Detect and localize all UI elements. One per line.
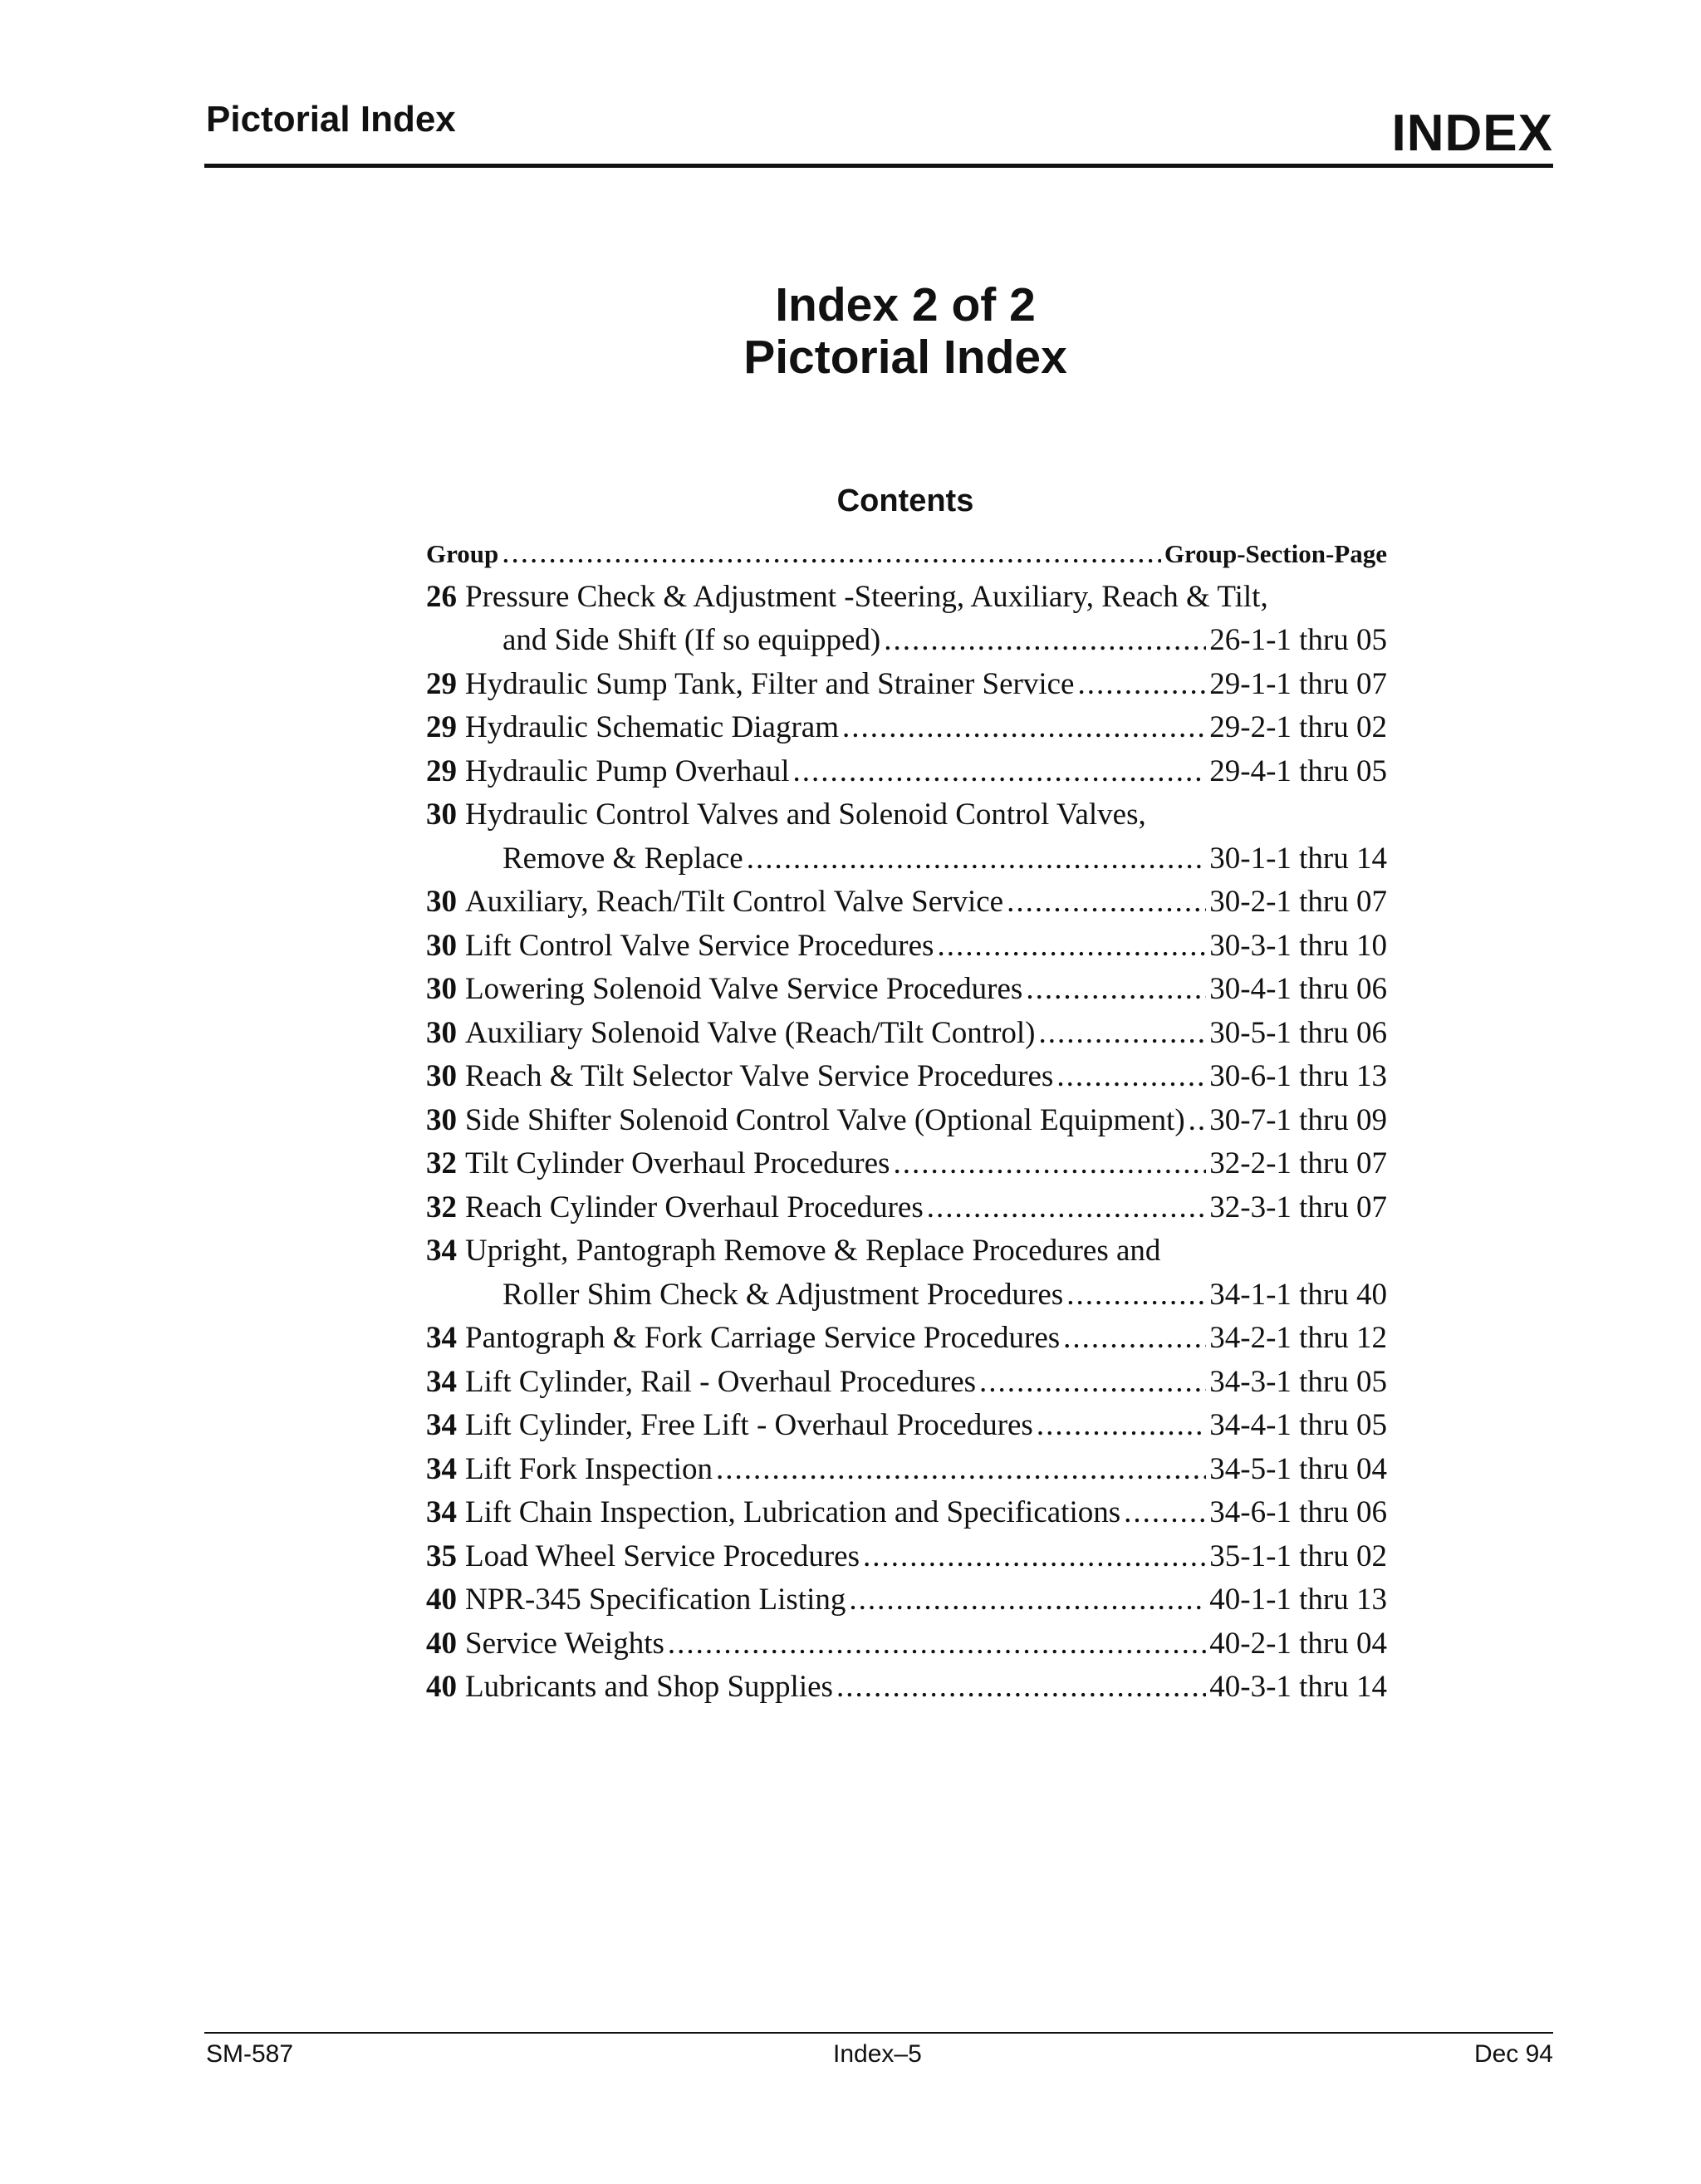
toc-entry-title: Upright, Pantograph Remove & Replace Procedures and [465,1234,1161,1268]
footer-doc-number: SM-587 [206,2040,294,2068]
toc-entry [426,1099,1387,1143]
toc-entry-title: Reach Cylinder Overhaul Procedures [465,1190,924,1225]
dot-leader [1026,968,1206,1012]
toc-entry-title: Hydraulic Control Valves and Solenoid Control Valves, [465,798,1146,832]
toc-page-range: 30-6-1 thru 13 [1209,1059,1387,1093]
toc-group-number: 29 [426,753,457,788]
toc-page-range: 34-6-1 thru 06 [1209,1495,1387,1529]
toc-group-number: 34 [426,1495,457,1529]
toc-entry [426,1229,1387,1274]
toc-page-range: 40-3-1 thru 14 [1209,1670,1387,1704]
dot-leader [937,925,1206,969]
toc-entry [426,706,1387,750]
toc-entry-title: Pantograph & Fork Carriage Service Procedures [465,1321,1061,1355]
toc-entry [426,750,1387,794]
toc-entry-title: Lift Cylinder, Rail - Overhaul Procedures [465,1364,977,1399]
dot-leader [668,1622,1206,1666]
toc-entry [426,1448,1387,1492]
toc-group-number: 30 [426,928,457,963]
toc-entry-title: Pressure Check & Adjustment -Steering, Auxiliary, Reach & Tilt, [465,579,1268,614]
toc-entry-title-continued: and Side Shift (If so equipped) [502,623,881,657]
toc-entry-title: Lift Control Valve Service Procedures [465,928,934,963]
toc-group-number: 34 [426,1408,457,1442]
toc-page-range: 40-2-1 thru 04 [1209,1626,1387,1661]
dot-leader [1007,881,1206,925]
toc-page-range: 34-2-1 thru 12 [1209,1321,1387,1355]
toc-page-range: 30-3-1 thru 10 [1209,928,1387,963]
footer-date: Dec 94 [1473,2040,1553,2068]
header-index-tab: INDEX [1391,105,1553,162]
toc-entry [426,1186,1387,1230]
dot-leader [842,706,1206,750]
toc-entry-continuation [426,1274,1387,1318]
contents-heading: Contents [836,483,974,518]
dot-leader [747,837,1207,881]
dot-leader [1056,1055,1206,1099]
page-title [0,279,1701,383]
toc-entry-title-continued: Remove & Replace [502,841,743,876]
dot-leader [979,1361,1206,1405]
toc-page-range: 34-4-1 thru 05 [1209,1408,1387,1442]
contents-list [426,532,1387,1710]
toc-group-number: 32 [426,1146,457,1180]
toc-group-number: 34 [426,1234,457,1268]
toc-entry [426,925,1387,969]
toc-entry [426,1578,1387,1622]
toc-entry-title: Lift Fork Inspection [465,1451,713,1486]
toc-page-range: 30-5-1 thru 06 [1209,1015,1387,1050]
toc-entry [426,1317,1387,1361]
toc-entry-title: Auxiliary, Reach/Tilt Control Valve Service [465,885,1004,919]
toc-entry [426,1142,1387,1186]
toc-entry-title: Lubricants and Shop Supplies [465,1670,833,1704]
toc-entry [426,1491,1387,1535]
toc-page-range: 40-1-1 thru 13 [1209,1583,1387,1617]
toc-entry-title: NPR-345 Specification Listing [465,1583,846,1617]
dot-leader [1077,663,1206,707]
toc-page-range: 29-2-1 thru 02 [1209,710,1387,744]
toc-group-number: 40 [426,1626,457,1661]
toc-group-number: 35 [426,1539,457,1573]
toc-group-number: 40 [426,1583,457,1617]
toc-entry [426,1666,1387,1710]
column-header-page: Group-Section-Page [1164,539,1387,568]
toc-group-number: 34 [426,1321,457,1355]
toc-page-range: 30-1-1 thru 14 [1209,841,1387,876]
dot-leader [1039,1012,1207,1056]
dot-leader [927,1186,1207,1230]
toc-page-range: 34-5-1 thru 04 [1209,1451,1387,1486]
toc-entry-title: Side Shifter Solenoid Control Valve (Optional Equipment) [465,1102,1185,1137]
toc-page-range: 29-1-1 thru 07 [1209,666,1387,701]
toc-entry [426,1055,1387,1099]
dot-leader [863,1535,1206,1579]
toc-entry-title-continued: Roller Shim Check & Adjustment Procedures [502,1277,1064,1312]
toc-entry-continuation [426,619,1387,663]
toc-page-range: 30-4-1 thru 06 [1209,972,1387,1006]
dot-leader [1063,1317,1206,1361]
toc-group-number: 40 [426,1670,457,1704]
toc-entry [426,576,1387,620]
dot-leader [1066,1274,1206,1318]
toc-group-number: 34 [426,1364,457,1399]
toc-page-range: 30-2-1 thru 07 [1209,885,1387,919]
toc-page-range: 34-1-1 thru 40 [1209,1277,1387,1312]
toc-entry-title: Reach & Tilt Selector Valve Service Procedures [465,1059,1054,1093]
toc-entry-title: Lift Chain Inspection, Lubrication and Specifications [465,1495,1121,1529]
toc-entry-title: Lift Cylinder, Free Lift - Overhaul Procedures [465,1408,1033,1442]
toc-entry-title: Hydraulic Schematic Diagram [465,710,839,744]
toc-entry-title: Hydraulic Sump Tank, Filter and Strainer Service [465,666,1075,701]
toc-entry-title: Service Weights [465,1626,664,1661]
toc-page-range: 30-7-1 thru 09 [1209,1102,1387,1137]
toc-entry-continuation [426,837,1387,881]
toc-group-number: 30 [426,1015,457,1050]
toc-entry-title: Tilt Cylinder Overhaul Procedures [465,1146,890,1180]
page-title-line-1: Index 2 of 2 [775,278,1036,331]
dot-leader [836,1666,1206,1710]
toc-group-number: 32 [426,1190,457,1225]
toc-entry [426,881,1387,925]
toc-entry [426,1361,1387,1405]
footer-rule [204,2032,1553,2034]
dot-leader [1124,1491,1206,1535]
contents-column-header [426,532,1387,576]
toc-entry-title: Load Wheel Service Procedures [465,1539,860,1573]
toc-entry-title: Auxiliary Solenoid Valve (Reach/Tilt Control) [465,1015,1036,1050]
dot-leader [884,619,1206,663]
toc-entry [426,1404,1387,1448]
toc-page-range: 26-1-1 thru 05 [1209,623,1387,657]
toc-group-number: 29 [426,710,457,744]
toc-page-range: 34-3-1 thru 05 [1209,1364,1387,1399]
toc-page-range: 32-2-1 thru 07 [1209,1146,1387,1180]
toc-entry-title: Hydraulic Pump Overhaul [465,753,790,788]
toc-page-range: 35-1-1 thru 02 [1209,1539,1387,1573]
toc-page-range: 32-3-1 thru 07 [1209,1190,1387,1225]
toc-entry [426,663,1387,707]
toc-group-number: 30 [426,1102,457,1137]
dot-leader [792,750,1206,794]
header-section-title: Pictorial Index [206,99,456,140]
toc-group-number: 30 [426,885,457,919]
dot-leader [1037,1404,1206,1448]
toc-group-number: 30 [426,798,457,832]
dot-leader [1189,1099,1207,1143]
footer-page-number: Index–5 [833,2040,922,2068]
dot-leader [502,532,1161,576]
toc-entry [426,1622,1387,1666]
toc-group-number: 29 [426,666,457,701]
toc-entry [426,1535,1387,1579]
toc-entry-title: Lowering Solenoid Valve Service Procedures [465,972,1023,1006]
dot-leader [716,1448,1206,1492]
toc-group-number: 30 [426,1059,457,1093]
toc-entry [426,968,1387,1012]
toc-group-number: 34 [426,1451,457,1486]
dot-leader [893,1142,1206,1186]
header-rule [204,164,1553,168]
dot-leader [849,1578,1206,1622]
toc-entry [426,793,1387,837]
column-header-group: Group [426,539,499,568]
page-title-line-2: Pictorial Index [743,330,1067,384]
toc-group-number: 30 [426,972,457,1006]
toc-page-range: 29-4-1 thru 05 [1209,753,1387,788]
toc-entry [426,1012,1387,1056]
toc-group-number: 26 [426,579,457,614]
